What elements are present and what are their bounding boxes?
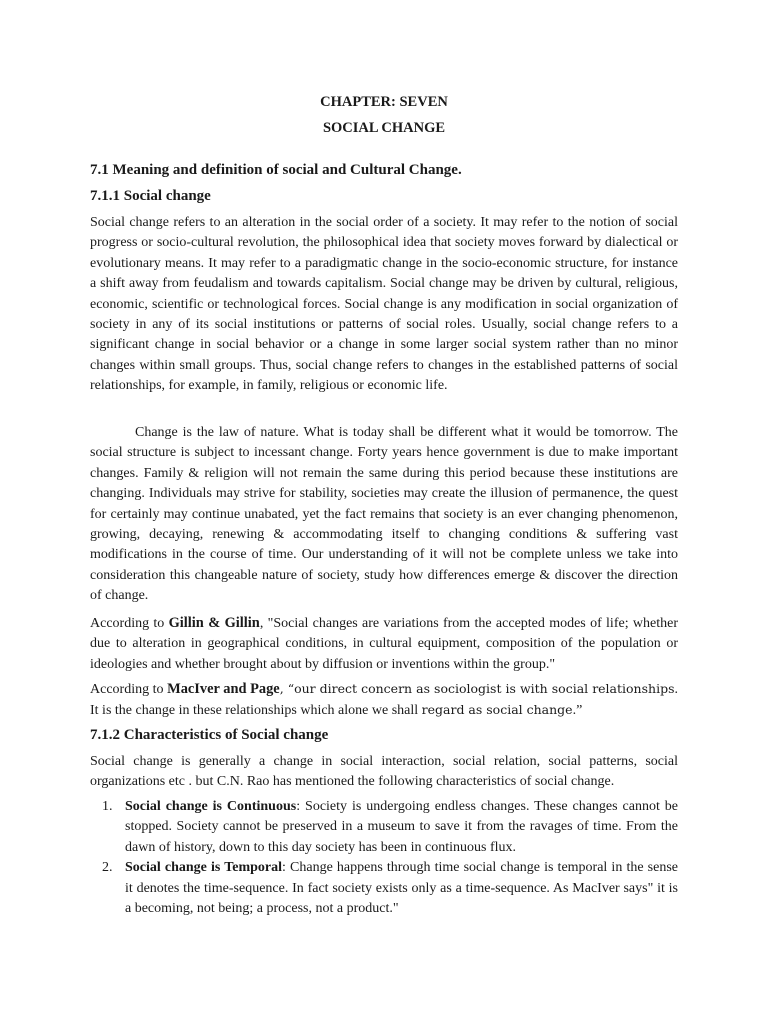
- chapter-title: SOCIAL CHANGE: [322, 120, 446, 136]
- list-item-title: Social change is Temporal: [125, 860, 283, 876]
- list-item-text: : Society is undergoing endless changes. These changes cannot be stopped. Society cannot be preserved in a museum to save it from the ravages of time. From the dawn of history, down to this day society has been in continuous flux.: [125, 799, 678, 855]
- section-heading-7-1-2: 7.1.2 Characteristics of Social change: [90, 727, 329, 743]
- paragraph-gillin-definition: [90, 613, 678, 675]
- paragraph-maciver-definition: [90, 679, 678, 722]
- list-number: 1.: [102, 799, 113, 814]
- maciver-text-b: .”: [572, 703, 583, 719]
- paragraph-law-of-nature: Change is the law of nature. What is today shall be different what it would be tomorrow. The social structure is subject to incessant change. Forty years hence government is due to make important changes. Family & religion will not remain the same during this period because these institutions are changing. Individuals may strive for stability, societies may create the illusion of permanence, the quest for certainly may continue unabated, yet the fact remains that society is an ever changing phenomenon, growing, decaying, renewing & accommodating itself to changing conditions & suffering vast modifications in the course of time. Our understanding of it will not be complete unless we take into consideration this changeable nature of society, study how differences emerge & discover the direction of change.: [90, 425, 678, 604]
- gillin-quote: , "Social changes are variations from the accepted modes of life; whether due to alteration in geographical conditions, in cultural equipment, composition of the population or ideologies and whether brought about by diffusion or inventions within the group.": [90, 616, 678, 672]
- list-item-title: Social change is Continuous: [125, 799, 297, 814]
- gillin-author: Gillin & Gillin: [168, 615, 260, 631]
- list-item: [90, 858, 678, 919]
- paragraph-definition: Social change refers to an alteration in the social order of a society. It may refer to the notion of social progress or socio-cultural revolution, the philosophical idea that society moves forward by dialectical or evolutionary means. It may refer to a paradigmatic change in the socio-economic structure, for instance a shift away from feudalism and towards capitalism. Social change may be driven by cultural, religious, economic, scientific or technological forces. Social change is any modification in social organization of society in any of its social institutions or patterns of social roles. Usually, social change refers to a significant change in social behavior or a change in some larger social system rather than no minor changes within small groups. Thus, social change refers to changes in the established patterns of social relationships, for example, in family, religious or economic life.: [90, 215, 678, 394]
- list-item: [90, 797, 678, 858]
- gillin-prefix: According to: [90, 616, 169, 631]
- paragraph-characteristics-intro: Social change is generally a change in social interaction, social relation, social patterns, social organizations etc . but C.N. Rao has mentioned the following characteristics of social change.: [90, 754, 678, 790]
- list-number: 2.: [102, 860, 113, 876]
- characteristics-list: [90, 797, 678, 919]
- maciver-quote-b: regard as social change: [421, 702, 573, 718]
- section-heading-7-1-1: 7.1.1 Social change: [90, 188, 211, 204]
- maciver-author: MacIver and Page: [167, 681, 280, 697]
- section-heading-7-1: 7.1 Meaning and definition of social and Cultural Change.: [90, 162, 462, 178]
- maciver-quote-a: , “our direct concern as sociologist is with social relationships: [279, 681, 675, 696]
- maciver-prefix: According to: [90, 682, 168, 697]
- maciver-text-a: . It is the change in these relationships which alone we shall: [90, 682, 678, 719]
- list-item-text: : Change happens through time social change is temporal in the sense it denotes the time-sequence. In fact society exists only as a time-sequence. As MacIver says" it is a becoming, not being; a process, not a product.": [125, 860, 678, 917]
- chapter-label: CHAPTER: SEVEN: [320, 94, 448, 110]
